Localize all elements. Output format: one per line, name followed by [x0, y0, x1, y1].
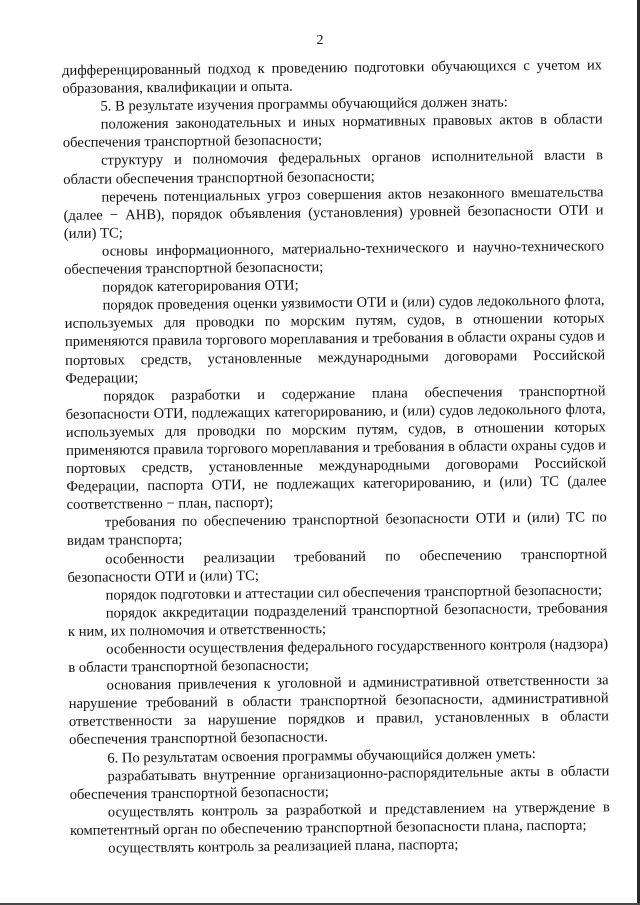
list-item: осуществлять контроль за разработкой и представлением на утверждение в компетентный орган по обеспечению транспортной безопасности плана, паспорта;: [69, 799, 610, 839]
paragraph: дифференцированный подход к проведению подготовки обучающихся с учетом их образования, квалификации и опыта.: [62, 57, 603, 98]
list-item: требования по обеспечению транспортной безопасности ОТИ и (или) ТС по видам транспорта;: [66, 509, 607, 550]
section-heading-knowledge: 5. В результате изучения программы обучающийся должен знать:: [100, 94, 508, 115]
list-item: перечень потенциальных угроз совершения актов незаконного вмешательства (далее − АНВ), порядок объявления (установления) уровней безопасности ОТИ и (или) ТС;: [63, 183, 604, 242]
list-item: особенности осуществления федерального государственного контроля (надзора) в области транспортной безопасности;: [68, 636, 609, 677]
list-item: осуществлять контроль за реализацией плана, паспорта;: [108, 836, 459, 857]
page-number: 2: [316, 33, 324, 48]
list-item: основы информационного, материально-технического и научно-технического обеспечения транспортной безопасности;: [64, 238, 605, 279]
list-item: особенности реализации требований по обеспечению транспортной безопасности ОТИ и (или) ТС;: [67, 545, 608, 586]
list-item: порядок разработки и содержание плана обеспечения транспортной безопасности ОТИ, подлежащих категорированию, и (или) судов ледокольного флота, используемых для проводки по морским путям, судов, в отношении которых применяются правила торгового мореплавания и требования в области охраны судов и портовых средств, установленные международными договорами Российской Федерации, паспорта ОТИ, не подлежащих категорированию, и (или) ТС (далее соответственно − план, паспорт);: [65, 383, 607, 514]
list-item: положения законодательных и иных нормативных правовых актов в области обеспечения транспортной безопасности;: [62, 111, 603, 152]
list-item: основания привлечения к уголовной и административной ответственности за нарушение требований в области транспортной безопасности, административной ответственности за нарушение порядков и правил, установленных в области обеспечения транспортной безопасности.: [68, 672, 609, 749]
list-item: порядок категорирования ОТИ;: [102, 277, 299, 296]
list-item: порядок проведения оценки уязвимости ОТИ и (или) судов ледокольного флота, используемых для проводки по морским путям, судов, в отношении которых применяются правила торгового мореплавания и требования в области охраны судов и портовых средств, установленные международными договорами Российской Федерации;: [64, 292, 606, 387]
list-item: порядок аккредитации подразделений транспортной безопасности, требования к ним, их полномочия и ответственность;: [67, 600, 608, 640]
list-item: структуру и полномочия федеральных органов исполнительной власти в области обеспечения транспортной безопасности;: [63, 147, 604, 188]
section-heading-skills: 6. По результатам освоения программы обучающийся должен уметь:: [107, 745, 536, 767]
document-body: [62, 56, 610, 858]
list-item: порядок подготовки и аттестации сил обеспечения транспортной безопасности;: [105, 582, 603, 604]
list-item: разрабатывать внутренние организационно-распорядительные акты в области обеспечения транспортной безопасности;: [69, 762, 610, 803]
